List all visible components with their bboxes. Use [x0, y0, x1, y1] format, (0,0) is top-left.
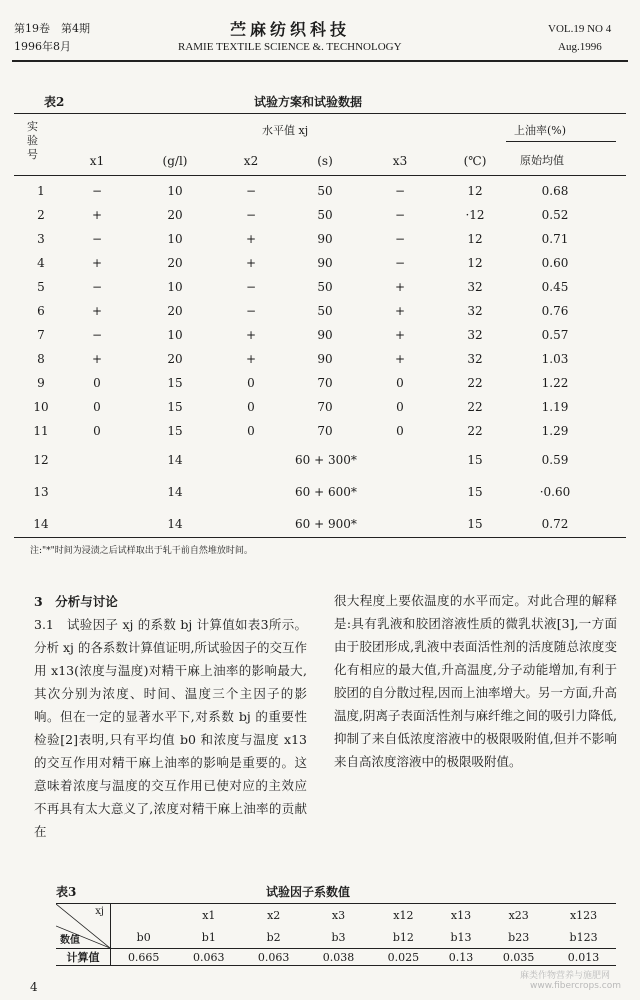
table-cell: 15 — [167, 376, 183, 390]
value-cell: 0.025 — [387, 950, 420, 964]
coef-cell: b13 — [450, 930, 472, 944]
table-cell: − — [245, 208, 257, 222]
factor-cell: x2 — [267, 908, 281, 922]
table3-value-row — [56, 949, 616, 966]
table-cell: 0.59 — [541, 453, 569, 467]
section-heading: 3 分析与讨论 — [34, 594, 118, 609]
table-cell: 8 — [37, 352, 45, 366]
table-cell: 20 — [167, 208, 183, 222]
table-cell: 0 — [247, 376, 255, 390]
table-cell: 0.57 — [541, 328, 569, 342]
table-cell: 3 — [37, 232, 45, 246]
coef-cell: b3 — [331, 930, 346, 944]
table2-note: 注:"*"时间为浸渍之后试样取出于轧干前自然堆放时间。 — [30, 546, 253, 556]
table-cell: + — [91, 352, 103, 366]
table-cell: + — [245, 256, 257, 270]
table-cell: 0.60 — [541, 256, 569, 270]
table-cell: 22 — [467, 424, 483, 438]
table-cell: − — [91, 328, 103, 342]
table-cell: 32 — [467, 328, 483, 342]
table-cell: + — [245, 352, 257, 366]
table-cell: 20 — [167, 352, 183, 366]
table-cell: 13 — [33, 485, 49, 499]
table2-bottom-rule — [14, 537, 626, 538]
table2-yield-sub: 原始均值 — [520, 154, 564, 167]
table-cell: − — [245, 280, 257, 294]
table-cell: 1.22 — [541, 376, 569, 390]
table-cell: 0.52 — [541, 208, 569, 222]
table-cell: 10 — [167, 280, 183, 294]
table-cell: + — [394, 280, 406, 294]
table-cell: + — [91, 208, 103, 222]
table-cell: 90 — [317, 256, 333, 270]
table3 — [56, 903, 616, 966]
table2-col-header: (g/l) — [162, 154, 188, 168]
table-cell: 0.68 — [541, 184, 569, 198]
table-cell: + — [91, 256, 103, 270]
table-cell: 15 — [467, 485, 483, 499]
table-cell: 15 — [467, 453, 483, 467]
table2-col-no-header: 实 验 号 — [27, 120, 38, 161]
table2-header-rule — [14, 175, 626, 176]
table-cell: 70 — [317, 424, 333, 438]
table-cell: 90 — [317, 352, 333, 366]
table-cell: + — [245, 232, 257, 246]
coef-cell: b0 — [136, 930, 151, 944]
table-cell: + — [245, 328, 257, 342]
table-cell: 14 — [167, 517, 183, 531]
table2-col-header: (s) — [317, 154, 333, 168]
table-cell: − — [245, 184, 257, 198]
value-cell: 0.013 — [567, 950, 600, 964]
table-cell: 20 — [167, 304, 183, 318]
table-cell: 32 — [467, 304, 483, 318]
factor-cell: x13 — [450, 908, 472, 922]
watermark-cn: 麻类作物营养与施肥网 — [520, 971, 611, 981]
table3-factor-row — [56, 904, 616, 927]
table2-group-header: 水平值 xj — [262, 124, 309, 137]
table-cell: − — [245, 304, 257, 318]
table-cell: 90 — [317, 328, 333, 342]
table3-corner — [56, 904, 111, 949]
table-cell: 32 — [467, 280, 483, 294]
factor-cell: x1 — [202, 908, 216, 922]
table-cell: − — [394, 208, 406, 222]
table-cell: 0.45 — [541, 280, 569, 294]
coef-cell: b23 — [508, 930, 530, 944]
table3-title: 试验因子系数值 — [266, 885, 351, 899]
value-cell: 0.063 — [257, 950, 290, 964]
journal-title-en: RAMIE TEXTILE SCIENCE &. TECHNOLOGY — [178, 41, 402, 53]
section-left-column: 3.1 试验因子 xj 的系数 bj 计算值如表3所示。分析 xj 的各系数计算值证明,所试验因子的交互作用 x13(浓度与温度)对精干麻上油率的影响最大,其次分别为浓度、时间、温度三个主因子的影响。但在一定的显著水平下,对系数 bj 的重要性检验[2]表明,只有平均值 b0 和浓度与温度 x13 的交互作用对精干麻上油率的影响是重要的。这意味着浓度与温度的交互作用已使对应的主效应不再具有太大意义了,浓度对精干麻上油率的贡献在 — [34, 617, 307, 839]
table2-yield-header: 上油率(%) — [514, 124, 567, 137]
table3-label: 表3 — [56, 885, 77, 899]
table-cell: 15 — [467, 517, 483, 531]
table-cell: 0 — [396, 376, 404, 390]
table-cell: ·12 — [465, 208, 485, 222]
table-cell: 50 — [317, 184, 333, 198]
table-cell: 10 — [167, 184, 183, 198]
table-cell: 5 — [37, 280, 45, 294]
table-cell: 4 — [37, 256, 45, 270]
table-cell: 0 — [247, 424, 255, 438]
table-cell: 50 — [317, 304, 333, 318]
table-cell: + — [394, 304, 406, 318]
yield-header-rule — [506, 141, 616, 142]
table-cell: 0 — [93, 376, 101, 390]
table-cell: 11 — [33, 424, 49, 438]
table-cell: 14 — [167, 453, 183, 467]
table-cell: 12 — [33, 453, 49, 467]
date-cn: 1996年8月 — [14, 40, 71, 53]
table-cell: − — [91, 184, 103, 198]
table-cell: − — [394, 232, 406, 246]
table-cell: − — [91, 280, 103, 294]
table2-label: 表2 — [44, 95, 65, 109]
table-cell: 22 — [467, 400, 483, 414]
table-cell: + — [91, 304, 103, 318]
table-cell: 70 — [317, 376, 333, 390]
value-cell: 0.063 — [193, 950, 225, 964]
table-cell: 12 — [467, 232, 483, 246]
table-cell: 0 — [396, 424, 404, 438]
table-cell: 0 — [93, 424, 101, 438]
value-cell: 0.035 — [502, 950, 535, 964]
factor-cell: x3 — [331, 908, 346, 922]
table-cell: 90 — [317, 232, 333, 246]
journal-title-cn: 苎麻纺织科技 — [230, 20, 351, 39]
volume-issue-en: VOL.19 NO 4 — [548, 23, 612, 35]
table-cell: 15 — [167, 424, 183, 438]
table-cell: 14 — [167, 485, 183, 499]
table2-col-header: x2 — [243, 154, 259, 168]
table2-col-header: x3 — [392, 154, 408, 168]
table-cell: 70 — [317, 400, 333, 414]
table-cell: 0.76 — [541, 304, 569, 318]
row-label: 计算值 — [56, 949, 111, 966]
table-cell: 60 + 600* — [295, 485, 357, 499]
coef-cell: b123 — [569, 930, 598, 944]
table-cell: 50 — [317, 208, 333, 222]
table-cell: + — [394, 328, 406, 342]
table2-top-rule — [14, 113, 626, 114]
table2-col-header: (℃) — [463, 154, 487, 168]
factor-cell — [111, 904, 177, 927]
table-cell: ·0.60 — [539, 485, 571, 499]
table-cell: 14 — [33, 517, 49, 531]
table-cell: 1.19 — [541, 400, 569, 414]
table-cell: 20 — [167, 256, 183, 270]
table3-coef-row — [56, 926, 616, 949]
table-cell: 22 — [467, 376, 483, 390]
coef-cell: b12 — [392, 930, 414, 944]
factor-cell: x23 — [508, 908, 529, 922]
table-cell: 12 — [467, 256, 483, 270]
header-rule — [12, 60, 628, 62]
value-cell: 0.665 — [127, 950, 160, 964]
table-cell: 10 — [167, 232, 183, 246]
table-cell: 1.03 — [541, 352, 569, 366]
table-cell: 7 — [37, 328, 45, 342]
table-cell: 0.72 — [541, 517, 569, 531]
table-cell: 10 — [167, 328, 183, 342]
table-cell: 12 — [467, 184, 483, 198]
table-cell: 15 — [167, 400, 183, 414]
table-cell: 32 — [467, 352, 483, 366]
section-right-column: 很大程度上要依温度的水平而定。对此合理的解释是:具有乳液和胶团溶液性质的微乳状液[3],一方面由于胶团形成,乳液中表面活性剂的活度随总浓度变化有相应的最大值,升高温度,分子动能增加,有利于胶团的自分散过程,因而上油率增大。另一方面,升高温度,阴离子表面活性剂与麻纤维之间的吸引力降低,抑制了来自低浓度溶液中的极限吸附值,但并不影响来自高浓度溶液中的极限吸附值。 — [334, 593, 617, 769]
page-number: 4 — [30, 980, 38, 994]
corner-top-label: xj — [95, 906, 104, 917]
table-cell: − — [394, 256, 406, 270]
volume-issue-cn: 第19卷 第4期 — [14, 22, 90, 35]
value-cell: 0.038 — [322, 950, 355, 964]
table-cell: 1 — [37, 184, 45, 198]
coef-cell: b1 — [201, 930, 216, 944]
table-cell: − — [91, 232, 103, 246]
table-cell: 50 — [317, 280, 333, 294]
value-cell: 0.13 — [448, 950, 474, 964]
watermark-url: www.fibercrops.com — [530, 981, 621, 991]
factor-cell: x123 — [569, 908, 598, 922]
table-cell: + — [394, 352, 406, 366]
table-cell: − — [394, 184, 406, 198]
table-cell: 2 — [37, 208, 45, 222]
coef-cell: b2 — [266, 930, 281, 944]
table-cell: 0.71 — [541, 232, 569, 246]
factor-cell: x12 — [393, 908, 414, 922]
table-cell: 0 — [247, 400, 255, 414]
table-cell: 1.29 — [541, 424, 569, 438]
table-cell: 9 — [37, 376, 45, 390]
date-en: Aug.1996 — [558, 41, 602, 53]
table-cell: 0 — [396, 400, 404, 414]
table-cell: 60 + 900* — [295, 517, 357, 531]
table-cell: 60 + 300* — [295, 453, 357, 467]
table2-title: 试验方案和试验数据 — [254, 95, 363, 109]
table2-col-header: x1 — [89, 154, 105, 168]
table-cell: 6 — [37, 304, 45, 318]
table-cell: 0 — [93, 400, 101, 414]
table-cell: 10 — [33, 400, 49, 414]
corner-bottom-label: 数值 — [60, 935, 80, 946]
